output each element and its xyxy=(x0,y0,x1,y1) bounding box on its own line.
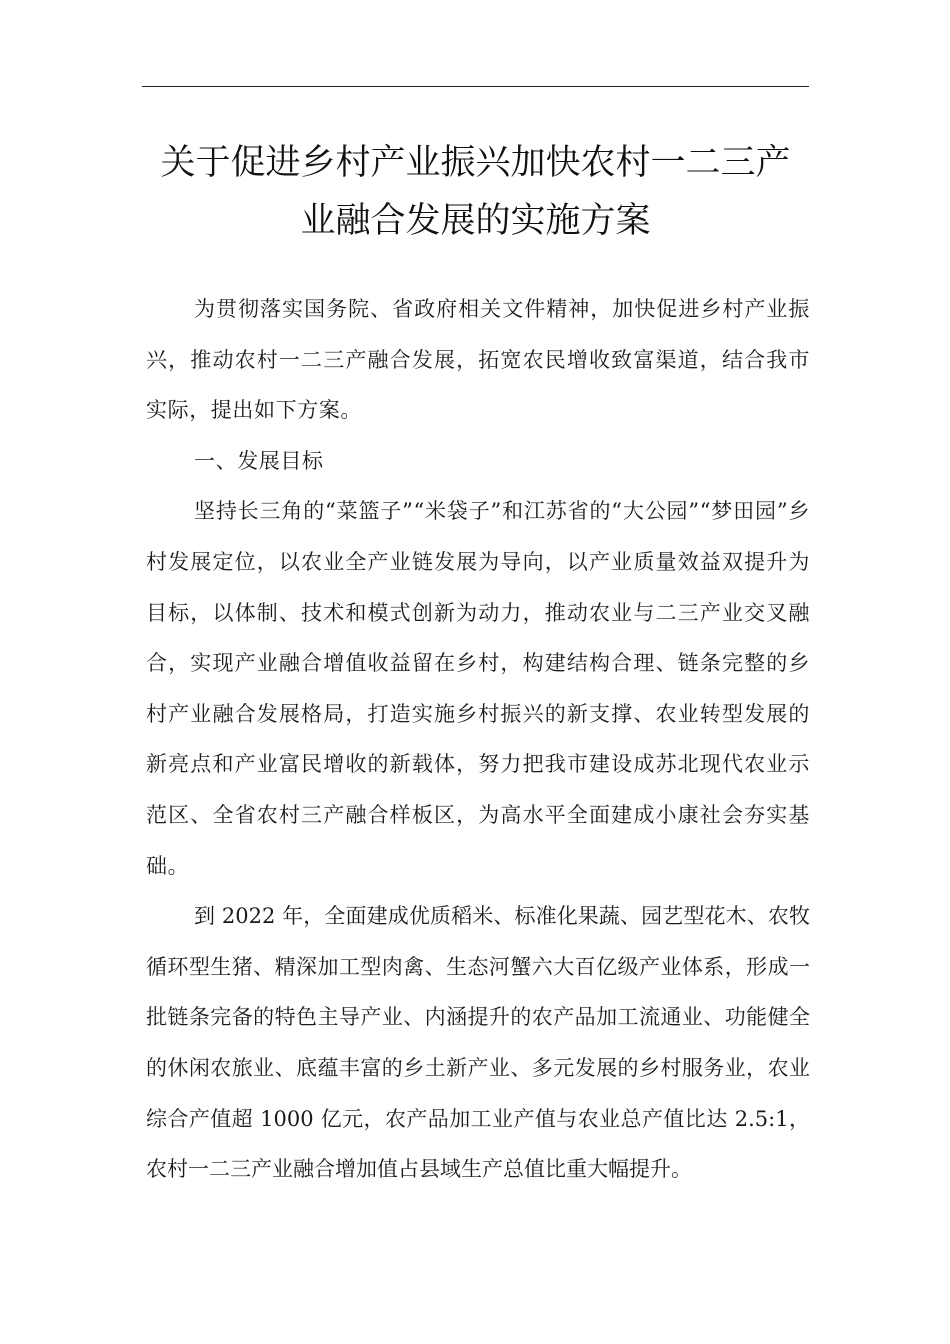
title-line-2: 业融合发展的实施方案 xyxy=(300,201,651,241)
title-line-1: 关于促进乡村产业振兴加快农村一二三产 xyxy=(160,143,791,183)
header-rule xyxy=(142,86,809,87)
section-heading-goals: 一、发展目标 xyxy=(194,448,324,473)
intro-paragraph: 为贯彻落实国务院、省政府相关文件精神，加快促进乡村产业振兴，推动农村一二三产融合发展，拓宽农民增收致富渠道，结合我市实际，提出如下方案。 xyxy=(146,297,810,423)
goal-paragraph: 坚持长三角的“菜篮子”“米袋子”和江苏省的“大公园”“梦田园”乡村发展定位，以农业全产业链发展为导向，以产业质量效益双提升为目标，以体制、技术和模式创新为动力，推动农业与二三产业交叉融合，实现产业融合增值收益留在乡村，构建结构合理、链条完整的乡村产业融合发展格局，打造实施乡村振兴的新支撑、农业转型发展的新亮点和产业富民增收的新载体，努力把我市建设成苏北现代农业示范区、全省农村三产融合样板区，为高水平全面建成小康社会夯实基础。 xyxy=(146,499,810,878)
target-paragraph: 到 2022 年，全面建成优质稻米、标准化果蔬、园艺型花木、农牧循环型生猪、精深加工型肉禽、生态河蟹六大百亿级产业体系，形成一批链条完备的特色主导产业、内涵提升的农产品加工流通业、功能健全的休闲农旅业、底蕴丰富的乡土新产业、多元发展的乡村服务业，农业综合产值超 1000 亿元，农产品加工业产值与农业总产值比达 2.5:1，农村一二三产业融合增加值占县域生产总值比重大幅提升。 xyxy=(146,904,810,1182)
document-title xyxy=(142,134,809,250)
document-body xyxy=(146,284,810,1195)
